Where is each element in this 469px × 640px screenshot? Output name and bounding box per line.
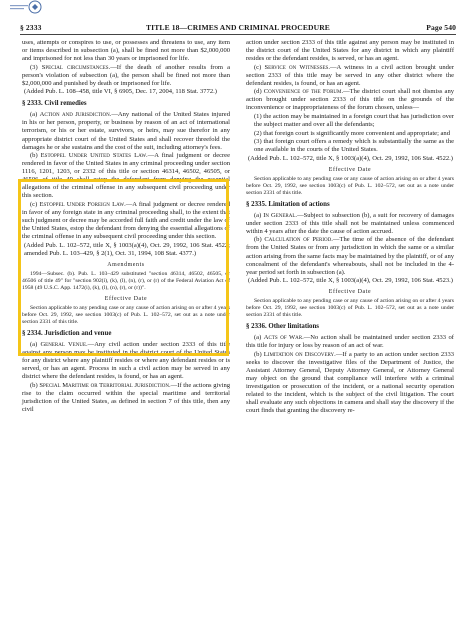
paragraph: (a) General Venue.—Any civil action under section 2333 of this title against any person may be instituted in the district court of the United States for any district where any plaintiff resides or where any defendant resides or is served, or has an agent. Process in such a civil action may be served in any district where the defendant resides, is found, or has an agent. [22,340,231,381]
paragraph: (c) Service on Witnesses.—A witness in a civil action brought under section 2333 of this title may be served in any other district where the defendant resides, is found, or has an agent. [246,63,454,87]
header-section: § 2333 [20,23,42,32]
paragraph: uses, attempts or conspires to use, or possesses and threatens to use, any item or items described in subsection (a), shall be fined not more than $2,000,000 and imprisoned for not less than 30 years or imprisoned for life. [22,39,230,63]
section-heading-2336: § 2336. Other limitations [246,323,319,331]
effective-date-note: Section applicable to any pending case or any cause of action arising on or after 4 years before Oct. 29, 1992, see section 1003(c) of Pub. L. 102–572, set out as a note under section 2331 of this title. [246,298,454,319]
paragraph: action under section 2333 of this title against any person may be instituted in the district court of the United States for any district in which any plaintiff resides or the defendant resides, is served, or has an agent. [246,39,454,63]
section-heading-2334: § 2334. Jurisdiction and venue [22,329,112,337]
gpo-seal-icon [8,0,44,14]
paragraph: (a) In General.—Subject to subsection (b), a suit for recovery of damages under section 2333 of this title shall not be maintained unless commenced within 4 years after the date the cause of action accrued. [246,211,455,235]
source-note: (Added Pub. L. 102–572, title X, § 1003(a)(4), Oct. 29, 1992, 106 Stat. 4522.) [248,154,453,162]
effective-date-note: Section applicable to any pending case or any cause of action arising on or after 4 years before Oct. 29, 1992, see section 1003(c) of Pub. L. 102–572, set out as a note under section 2331 of this title. [246,175,454,196]
paragraph: (b) Estoppel Under United States Law.—A final judgment or decree rendered in favor of the United States in any criminal proceeding under section 1116, 1201, 1203, or 2332 of this title or section 46314, 46502, 46505, or 46506 of title 49 shall estop the defendant from denying the essential allegations of the criminal offense in any subsequent civil proceeding under this section. [22,152,230,200]
right-column [246,39,454,416]
list-item: (1) the action may be maintained in a foreign court that has jurisdiction over the subject matter and over all the defendants; [254,112,454,128]
paragraph: (b) Limitation on Discovery.—If a party to an action under section 2333 seeks to discover the investigative files of the Department of Justice, the Assistant Attorney General, Deputy Attorney General, or Attorney General may object on the ground that compliance will interfere with a criminal investigation or prosecution of the incident, or a national security operation related to the incident, which is the subject of the civil litigation. The court shall evaluate any such objections in camera and shall stay the discovery if the court finds that granting the discovery re- [246,350,455,415]
source-note: (Added Pub. L. 108–458, title VI, § 6905, Dec. 17, 2004, 118 Stat. 3772.) [24,88,217,96]
amendments-heading: Amendments [107,261,145,268]
header-rule [20,34,456,35]
effective-date-heading: Effective Date [328,166,372,173]
header-title: TITLE 18—CRIMES AND CRIMINAL PROCEDURE [146,23,330,32]
amendments-note: 1994—Subsec. (b). Pub. L. 103–429 substituted "section 46314, 46502, 46505, or 46506 of title 49" for "section 902(i), (k), (l), (n), (r), or (r) of the Federal Aviation Act of 1958 (49 U.S.C. App. 1472(i), (k), (l), (n), (r), or (r))". [22,270,230,291]
section-heading-2333: § 2333. Civil remedies [22,100,87,108]
list-item: (2) that foreign court is significantly more convenient and appropriate; and [254,129,450,137]
effective-date-heading: Effective Date [328,289,372,296]
effective-date-heading: Effective Date [104,295,148,302]
paragraph: (c) Estoppel Under Foreign Law.—A final judgment or decree rendered in favor of any foreign state in any criminal proceeding shall, to the extent that such judgment or decree may be accorded full faith and credit under the law of the United States, estop the defendant from denying the essential allegations of the criminal offense in any subsequent civil proceeding under this section. [22,200,230,241]
paragraph: (d) Convenience of the Forum.—The district court shall not dismiss any action brought under section 2333 of this title on the grounds of the inconvenience or inappropriateness of the forum chosen, unless— [246,88,455,112]
header-page-number: Page 540 [426,23,456,32]
paragraph: (b) Calculation of Period.—The time of the absence of the defendant from the United States or from any jurisdiction in which the same or a similar action arising from the same facts may be maintained by the plaintiff, or of any concealment of the defendant's whereabouts, shall not be included in the 4-year period set forth in subsection (a). [246,236,454,276]
section-heading-2335: § 2335. Limitation of actions [246,200,330,208]
paragraph: (a) Acts of War.—No action shall be maintained under section 2333 of this title for injury or loss by reason of an act of war. [246,334,454,350]
paragraph: (b) Special Maritime or Territorial Jurisdiction.—If the actions giving rise to the claim occurred within the special maritime and territorial jurisdiction of the United States, as defined in section 7 of this title, then any civil [22,381,231,413]
paragraph: (3) Special circumstances.—If the death of another results from a person's violation of subsection (a), the person shall be fined not more than $2,000,000 and punished by death or imprisoned for life. [22,63,230,87]
source-note: (Added Pub. L. 102–572, title X, § 1003(a)(4), Oct. 29, 1992, 106 Stat. 4523.) [248,277,453,285]
paragraph: (a) Action and Jurisdiction.—Any national of the United States injured in his or her person, property, or business by reason of an act of international terrorism, or his or her estate, survivors, or heirs, may sue therefor in any appropriate district court of the United States and shall recover threefold the damages he or she sustains and the cost of the suit, including attorney's fees. [22,111,230,151]
effective-date-note: Section applicable to any pending case or any cause of action arising on or after 4 years before Oct. 29, 1992, see section 1003(c) of Pub. L. 102–572, set out as a note under section 2331 of this title. [22,304,230,325]
list-item: (3) that foreign court offers a remedy which is substantially the same as the one available in the courts of the United States. [254,138,454,154]
left-column [22,39,230,414]
source-note: (Added Pub. L. 102–572, title X, § 1003(a)(4), Oct. 29, 1992, 106 Stat. 4522; amended Pub. L. 103–429, § 2(1), Oct. 31, 1994, 108 Stat. 4377.) [24,241,230,257]
